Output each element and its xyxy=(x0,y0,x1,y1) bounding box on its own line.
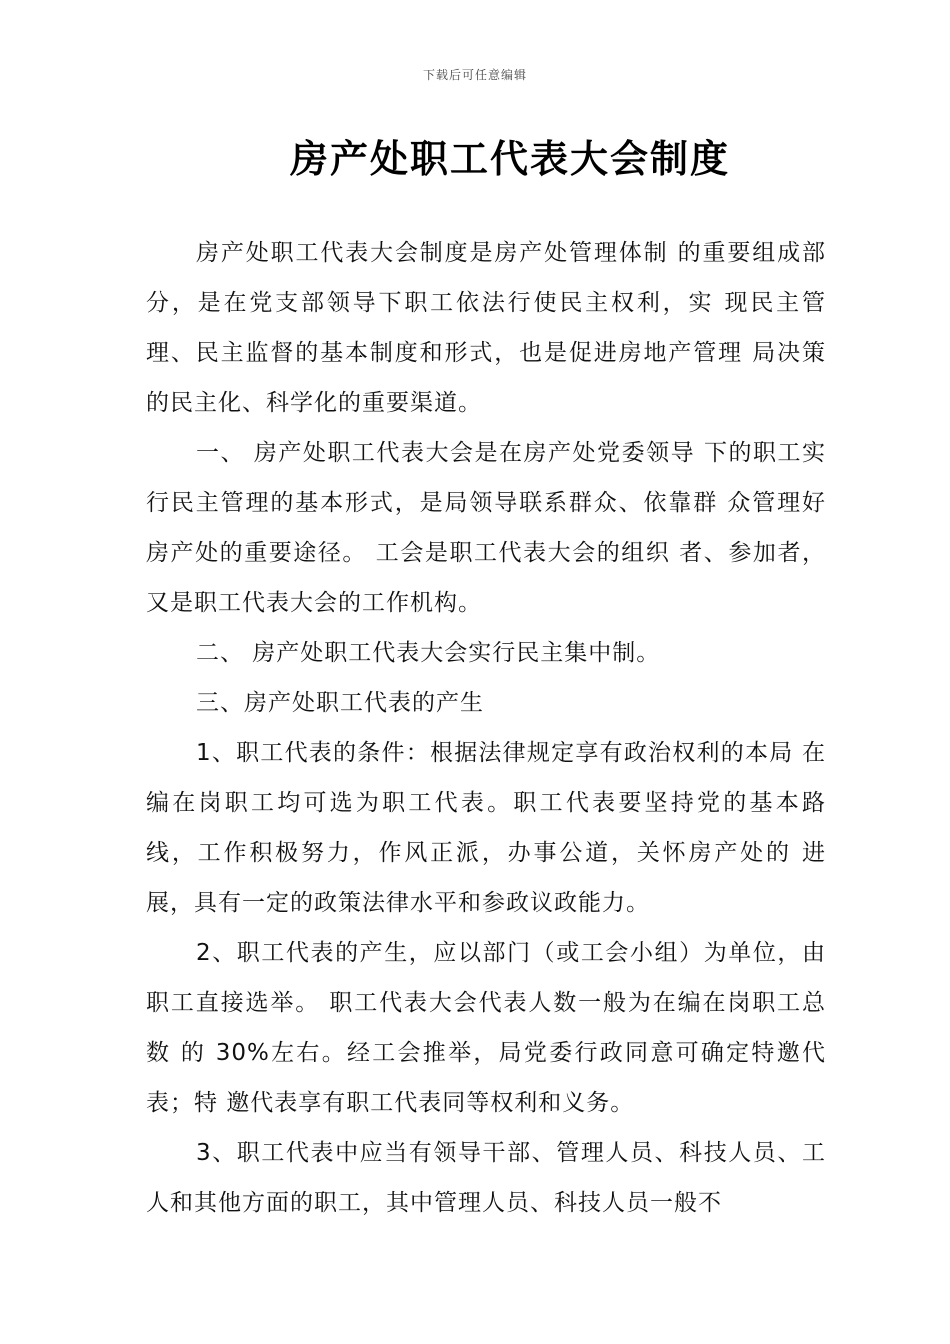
paragraph-intro: 房产处职工代表大会制度是房产处管理体制 的重要组成部分，是在党支部领导下职工依法行使民主权利，实 现民主管理、民主监督的基本制度和形式，也是促进房地产管理 局决策的民主化、科学化的重要渠道。 xyxy=(146,240,826,416)
paragraph-item-1: 1、职工代表的条件：根据法律规定享有政治权利的本局 在编在岗职工均可选为职工代表。职工代表要坚持党的基本路 线，工作积极努力，作风正派，办事公道，关怀房产处的 进展，具有一定的政策法律水平和参政议政能力。 xyxy=(146,740,826,916)
paragraph-item-3: 3、职工代表中应当有领导干部、管理人员、科技人员、工 人和其他方面的职工，其中管理人员、科技人员一般不 xyxy=(146,1140,826,1216)
document-body xyxy=(146,228,826,1228)
document-title: 房产处职工代表大会制度 xyxy=(290,137,731,181)
paragraph-article-1: 一、 房产处职工代表大会是在房产处党委领导 下的职工实行民主管理的基本形式，是局领导联系群众、依靠群 众管理好房产处的重要途径。 工会是职工代表大会的组织 者、参加者，又是职工代表大会的工作机构。 xyxy=(146,440,826,616)
paragraph-article-3-heading: 三、房产处职工代表的产生 xyxy=(196,690,484,716)
paragraph-item-2: 2、职工代表的产生，应以部门（或工会小组）为单位，由 职工直接选举。 职工代表大会代表人数一般为在编在岗职工总数 的 30%左右。经工会推举，局党委行政同意可确定特邀代表；特 邀代表享有职工代表同等权利和义务。 xyxy=(146,940,826,1116)
paragraph-article-2: 二、 房产处职工代表大会实行民主集中制。 xyxy=(196,640,661,666)
header-note: 下载后可任意编辑 xyxy=(422,68,527,82)
